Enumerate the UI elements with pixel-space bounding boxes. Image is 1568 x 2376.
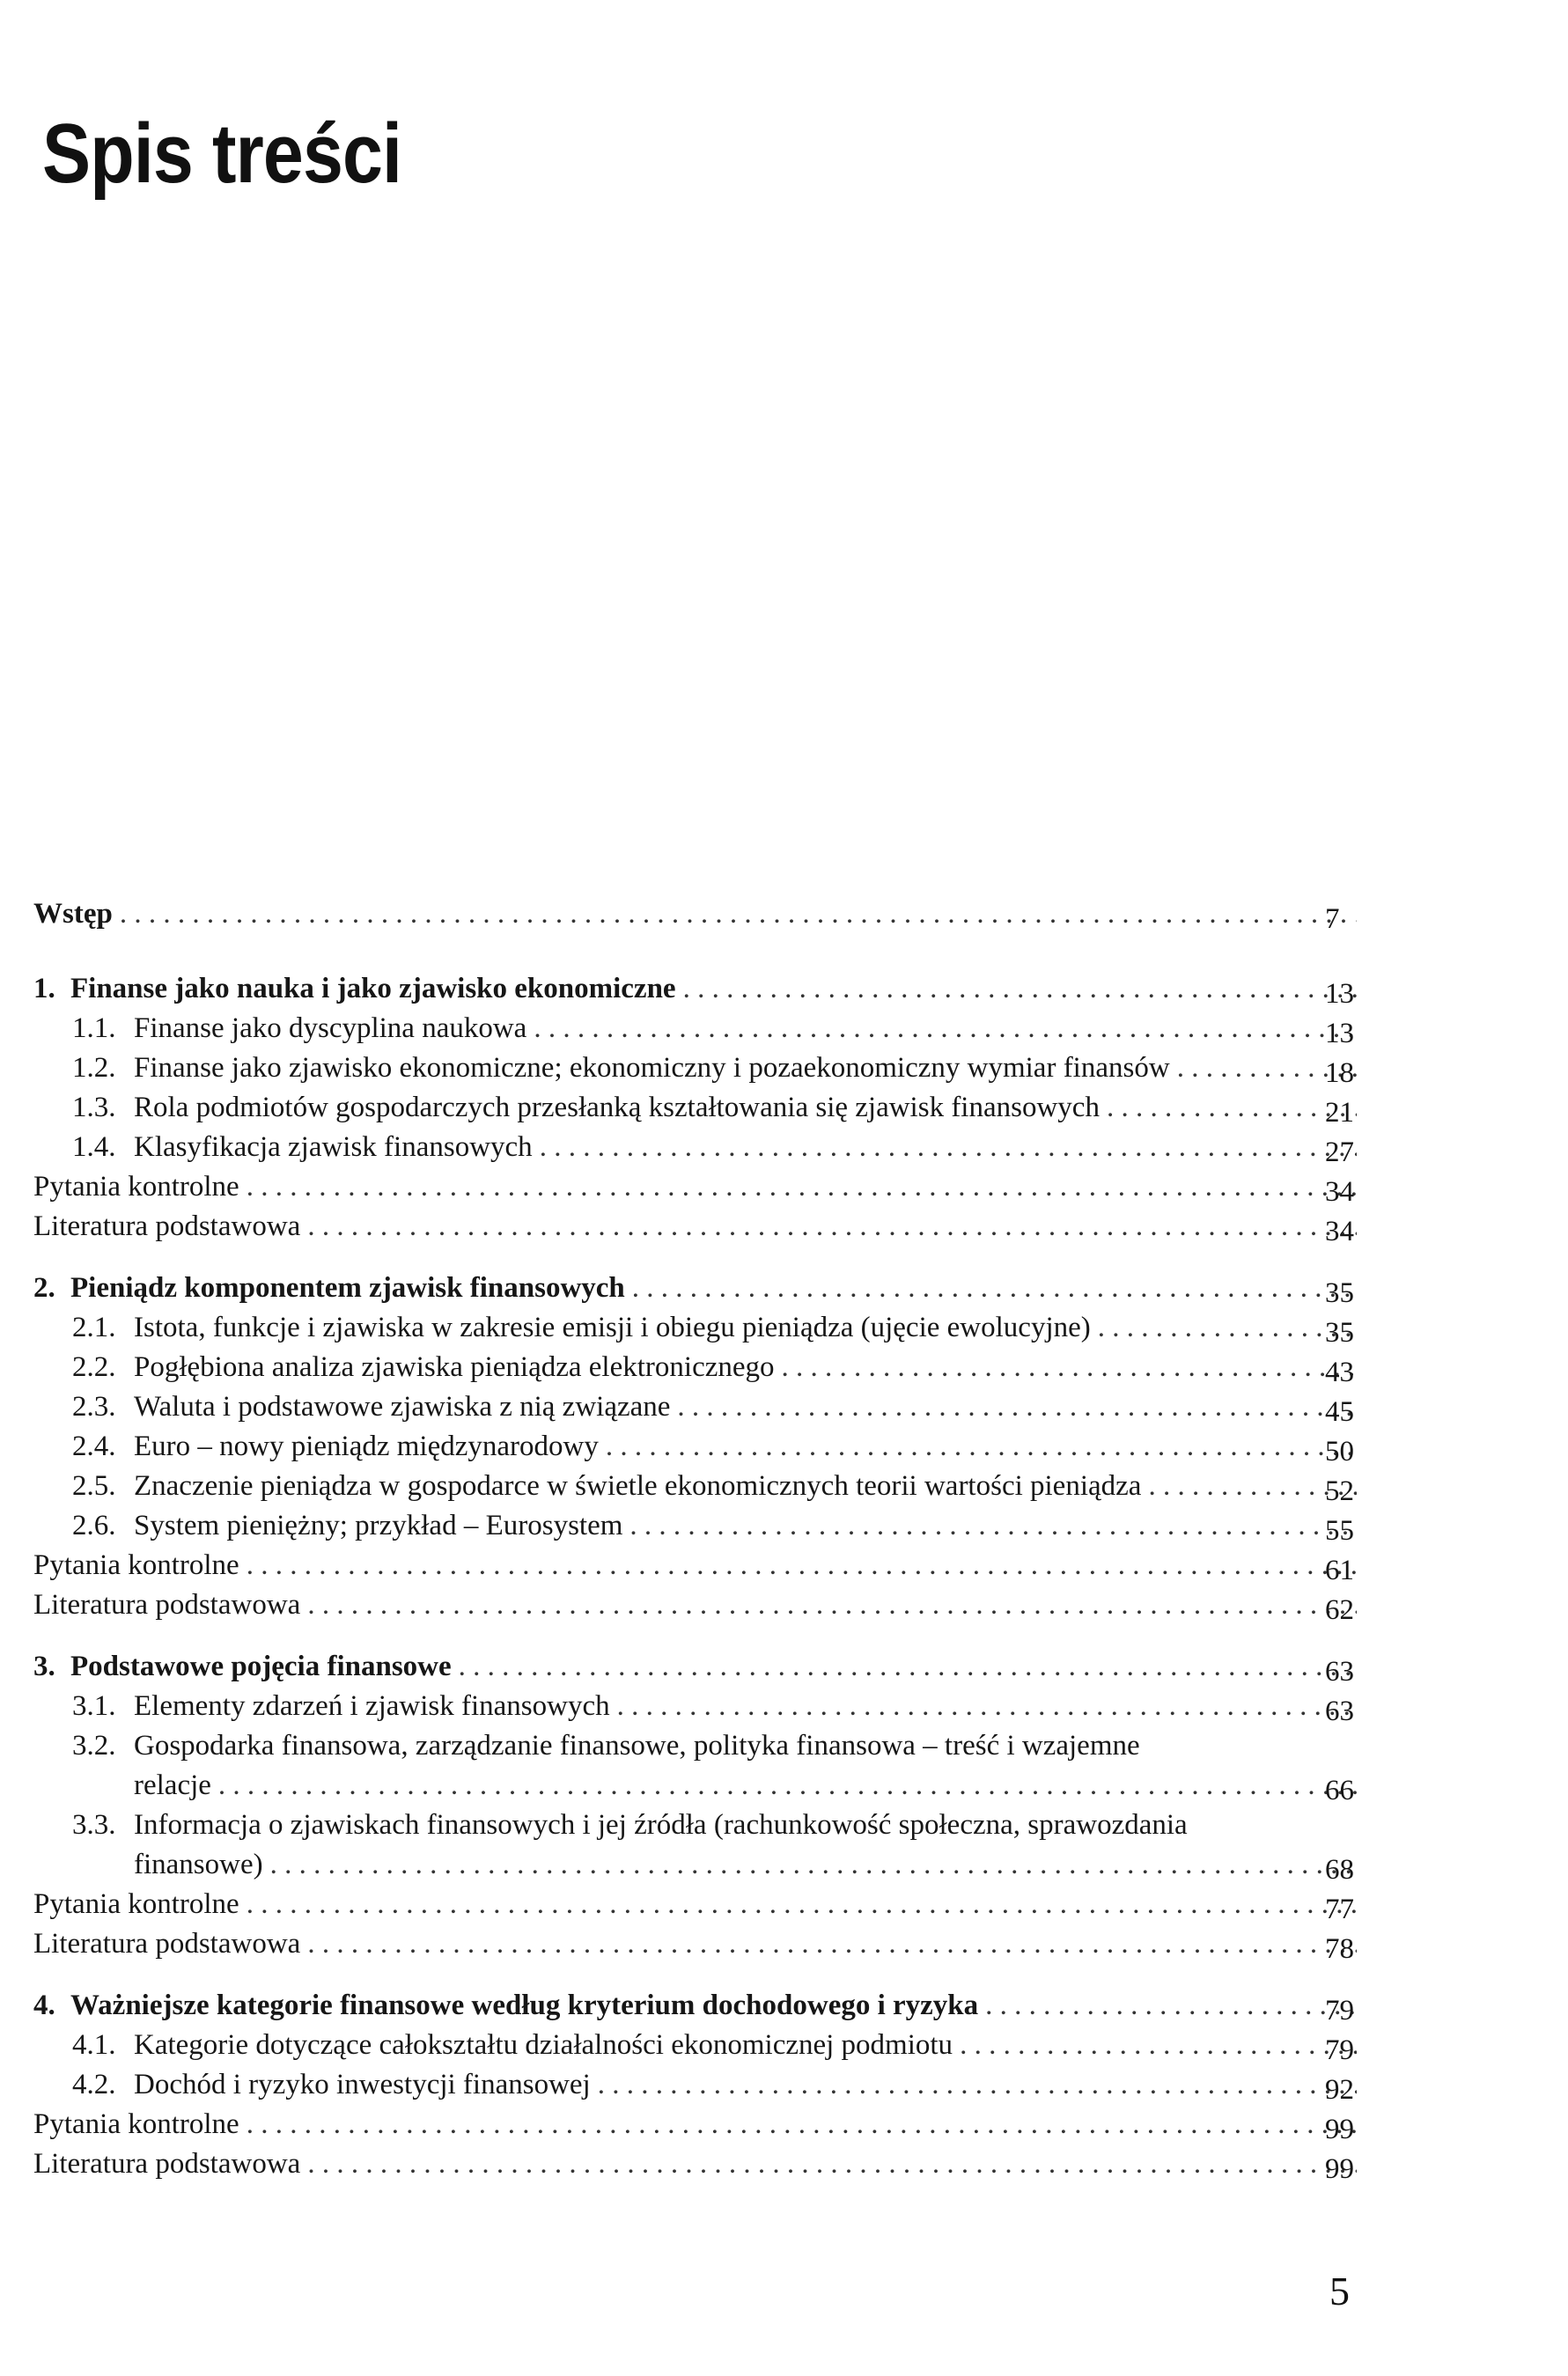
toc-entry: [33, 2144, 1357, 2183]
toc-page-number: 79: [1325, 1995, 1354, 2027]
toc-label: Finanse jako dyscyplina naukowa: [134, 1012, 527, 1044]
dot-leader: [617, 1687, 1357, 1725]
toc-number: 1.3.: [72, 1092, 116, 1123]
dot-leader: [270, 1845, 1357, 1884]
toc-page-number: 63: [1325, 1656, 1354, 1688]
dot-leader: [534, 1009, 1357, 1048]
dot-leader: [247, 1167, 1357, 1206]
toc-number: 1.1.: [72, 1012, 116, 1044]
toc-label: Gospodarka finansowa, zarządzanie finansowe, polityka finansowa – treść i wzajemne: [134, 1730, 1140, 1762]
toc-page-number: 79: [1325, 2034, 1354, 2066]
dot-leader: [606, 1427, 1357, 1466]
toc-number: 3.2.: [72, 1730, 116, 1762]
toc-label: Finanse jako zjawisko ekonomiczne; ekonomiczny i pozaekonomiczny wymiar finansów: [134, 1052, 1170, 1084]
toc-entry: [72, 1308, 1357, 1347]
toc-label: Literatura podstawowa: [33, 1210, 301, 1242]
toc-label: Elementy zdarzeń i zjawisk finansowych: [134, 1690, 610, 1722]
dot-leader: [1107, 1088, 1357, 1127]
dot-leader: [677, 1387, 1357, 1426]
toc-page-number: 52: [1325, 1475, 1354, 1507]
toc-page-number: 99: [1325, 2114, 1354, 2145]
toc-number: 2.2.: [72, 1351, 116, 1383]
toc-number: 3.3.: [72, 1809, 116, 1841]
toc-page-number: 34: [1325, 1176, 1354, 1208]
dot-leader: [307, 2144, 1357, 2183]
toc-label: Podstawowe pojęcia finansowe: [70, 1651, 452, 1682]
dot-leader: [632, 1269, 1357, 1307]
toc-chapter: [33, 1269, 1357, 1307]
toc-entry: [72, 1726, 1357, 1765]
toc-label: Pytania kontrolne: [33, 2108, 239, 2140]
toc-entry: [72, 1467, 1357, 1505]
dot-leader: [247, 1546, 1357, 1585]
toc-entry: [33, 1207, 1357, 1246]
page-title: Spis treści: [42, 107, 402, 201]
toc-entry: [72, 2065, 1357, 2104]
toc-label: relacje: [134, 1769, 211, 1801]
toc-page-number: 63: [1325, 1696, 1354, 1727]
toc-page-number: 66: [1325, 1775, 1354, 1806]
dot-leader: [1098, 1308, 1357, 1347]
dot-leader: [307, 1207, 1357, 1246]
toc-label: Pytania kontrolne: [33, 1888, 239, 1920]
toc-number: 2.3.: [72, 1391, 116, 1423]
toc-chapter: [33, 1647, 1357, 1686]
toc-entry: [72, 1427, 1357, 1466]
dot-leader: [540, 1128, 1357, 1166]
toc-label: Rola podmiotów gospodarczych przesłanką kształtowania się zjawisk finansowych: [134, 1092, 1100, 1123]
toc-label: System pieniężny; przykład – Eurosystem: [134, 1510, 623, 1541]
toc-label: Dochód i ryzyko inwestycji finansowej: [134, 2069, 591, 2100]
toc-number: 4.1.: [72, 2029, 116, 2061]
toc-page-number: 50: [1325, 1436, 1354, 1468]
toc-number: 1.2.: [72, 1052, 116, 1084]
toc-label: Znaczenie pieniądza w gospodarce w świetle ekonomicznych teorii wartości pieniądza: [134, 1470, 1142, 1502]
dot-leader: [247, 2105, 1357, 2144]
toc-page-number: 27: [1325, 1137, 1354, 1168]
toc-chapter: [33, 969, 1357, 1008]
toc-entry: [33, 2105, 1357, 2144]
toc-page-number: 61: [1325, 1555, 1354, 1586]
toc-entry: [134, 1845, 1357, 1884]
dot-leader: [247, 1885, 1357, 1924]
toc-page-number: 35: [1325, 1317, 1354, 1349]
toc-page-number: 78: [1325, 1933, 1354, 1965]
toc-entry: [72, 1348, 1357, 1387]
toc-page-number: 18: [1325, 1057, 1354, 1089]
toc-entry: [33, 1546, 1357, 1585]
toc-page-number: 68: [1325, 1854, 1354, 1886]
toc-entry: [33, 1585, 1357, 1624]
toc-page-number: 99: [1325, 2153, 1354, 2185]
toc-label: Pogłębiona analiza zjawiska pieniądza elektronicznego: [134, 1351, 775, 1383]
dot-leader: [307, 1924, 1357, 1963]
toc-number: 4.: [33, 1990, 55, 2021]
toc-label: Literatura podstawowa: [33, 2148, 301, 2180]
toc-number: 3.: [33, 1651, 55, 1682]
toc-number: 4.2.: [72, 2069, 116, 2100]
toc-label: Literatura podstawowa: [33, 1589, 301, 1621]
toc-label: Pytania kontrolne: [33, 1549, 239, 1581]
toc-page-number: 13: [1325, 978, 1354, 1010]
toc-entry: [72, 1387, 1357, 1426]
toc-label: Klasyfikacja zjawisk finansowych: [134, 1131, 533, 1163]
toc-entry: [72, 1009, 1357, 1048]
toc-page-number: 62: [1325, 1594, 1354, 1626]
toc-label: Pieniądz komponentem zjawisk finansowych: [70, 1272, 625, 1304]
dot-leader: [120, 894, 1357, 933]
toc-label: Literatura podstawowa: [33, 1928, 301, 1960]
toc-number: 2.6.: [72, 1510, 116, 1541]
toc-page-number: 55: [1325, 1515, 1354, 1547]
toc-entry: [72, 1048, 1357, 1087]
dot-leader: [782, 1348, 1357, 1387]
dot-leader: [985, 1986, 1357, 2025]
toc-label: Euro – nowy pieniądz międzynarodowy: [134, 1431, 599, 1462]
toc-page-number: 21: [1325, 1097, 1354, 1129]
dot-leader: [683, 969, 1357, 1008]
toc-number: 1.: [33, 973, 55, 1004]
toc-label: Informacja o zjawiskach finansowych i jej źródła (rachunkowość społeczna, sprawozdania: [134, 1809, 1188, 1841]
toc-entry: [134, 1766, 1357, 1805]
toc-page-number: 77: [1325, 1894, 1354, 1925]
toc-page-number: 34: [1325, 1216, 1354, 1247]
toc-label: Pytania kontrolne: [33, 1171, 239, 1203]
toc-label: Ważniejsze kategorie finansowe według kryterium dochodowego i ryzyka: [70, 1990, 979, 2021]
toc-label: Waluta i podstawowe zjawiska z nią związane: [134, 1391, 671, 1423]
dot-leader: [218, 1766, 1357, 1805]
toc-number: 2.4.: [72, 1431, 116, 1462]
toc-label: Kategorie dotyczące całokształtu działalności ekonomicznej podmiotu: [134, 2029, 953, 2061]
toc-page-number: 7: [1325, 903, 1340, 935]
toc-entry: [72, 1687, 1357, 1725]
toc-label: Finanse jako nauka i jako zjawisko ekonomiczne: [70, 973, 676, 1004]
toc-number: 3.1.: [72, 1690, 116, 1722]
toc-label: Istota, funkcje i zjawiska w zakresie emisji i obiegu pieniądza (ujęcie ewolucyjne): [134, 1312, 1091, 1343]
toc-number: 2.5.: [72, 1470, 116, 1502]
toc-entry: [72, 1506, 1357, 1545]
dot-leader: [960, 2026, 1357, 2064]
page-number: 5: [1329, 2269, 1350, 2313]
toc-page-number: 43: [1325, 1357, 1354, 1388]
toc-label: finansowe): [134, 1849, 263, 1880]
toc-page-number: 45: [1325, 1396, 1354, 1428]
dot-leader: [307, 1585, 1357, 1624]
toc-entry: [33, 1885, 1357, 1924]
toc-page-number: 13: [1325, 1018, 1354, 1049]
toc-entry: [72, 2026, 1357, 2064]
dot-leader: [459, 1647, 1357, 1686]
toc-label: Wstęp: [33, 898, 113, 930]
toc-entry: [72, 1806, 1357, 1844]
toc-page-number: 92: [1325, 2074, 1354, 2106]
toc-chapter: [33, 894, 1357, 933]
dot-leader: [598, 2065, 1357, 2104]
toc-page-number: 35: [1325, 1277, 1354, 1309]
toc-entry: [72, 1088, 1357, 1127]
toc-entry: [33, 1167, 1357, 1206]
toc-chapter: [33, 1986, 1357, 2025]
toc-entry: [33, 1924, 1357, 1963]
toc-entry: [72, 1128, 1357, 1166]
toc-number: 2.: [33, 1272, 55, 1304]
toc-number: 1.4.: [72, 1131, 116, 1163]
dot-leader: [629, 1506, 1357, 1545]
toc-number: 2.1.: [72, 1312, 116, 1343]
